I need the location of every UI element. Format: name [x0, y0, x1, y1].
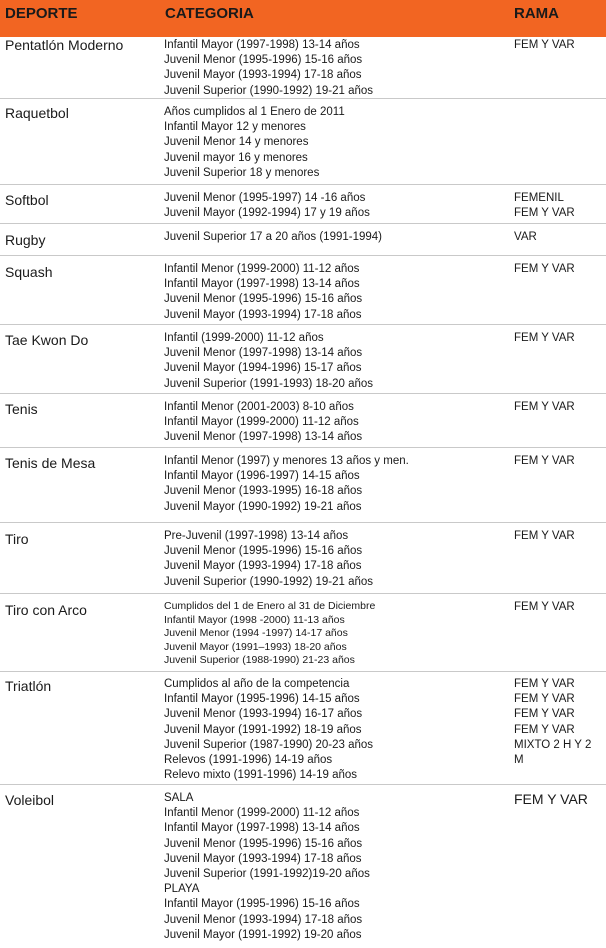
category-line: Juvenil Mayor (1991–1993) 18-20 años: [164, 640, 347, 653]
category-line: Infantil Menor (2001-2003) 8-10 años: [164, 401, 354, 413]
rama-list: [514, 791, 604, 808]
rama-list: [514, 600, 604, 615]
rama-list: [514, 191, 604, 221]
category-line: Juvenil Menor (1993-1994) 16-17 años: [164, 708, 363, 721]
rama-value: FEM Y VAR: [514, 39, 575, 51]
rama-value: FEMENIL: [514, 192, 564, 204]
category-list: [164, 105, 509, 181]
rama-value: FEM Y VAR: [514, 455, 575, 467]
category-list: [164, 529, 509, 590]
rama-value: FEM Y VAR: [514, 791, 588, 807]
table-row: [0, 671, 606, 782]
table-row: [0, 324, 606, 390]
rama-list: [514, 677, 604, 768]
category-list: [164, 331, 509, 392]
category-line: Juvenil Menor (1995-1996) 15-16 años: [164, 293, 363, 306]
header-deporte: DEPORTE: [5, 5, 78, 22]
category-line: Pre-Juvenil (1997-1998) 13-14 años: [164, 530, 349, 542]
table-row: [0, 447, 606, 513]
category-line: Juvenil Superior 17 a 20 años (1991-1994): [164, 231, 383, 243]
rama-list: [514, 262, 604, 277]
category-line: Juvenil mayor 16 y menores: [164, 151, 308, 164]
category-line: Juvenil Superior (1988-1990) 21-23 años: [164, 654, 355, 667]
category-line: Juvenil Menor (1995-1996) 15-16 años: [164, 837, 363, 850]
category-line: SALA: [164, 792, 194, 804]
category-list: [164, 600, 509, 668]
sport-name: Squash: [5, 264, 53, 280]
category-line: Infantil Mayor (1998 -2000) 11-13 años: [164, 613, 345, 626]
category-line: Juvenil Menor (1997-1998) 13-14 años: [164, 431, 363, 444]
sport-name: Pentatlón Moderno: [5, 37, 124, 53]
rama-value: FEM Y VAR: [514, 332, 575, 344]
rama-list: [514, 529, 604, 544]
sport-name: Voleibol: [5, 792, 55, 808]
category-line: Juvenil Mayor (1992-1994) 17 y 19 años: [164, 207, 370, 220]
category-list: [164, 677, 509, 783]
table-row: [0, 255, 606, 321]
rama-value: VAR: [514, 231, 537, 243]
category-line: Juvenil Menor (1993-1995) 16-18 años: [164, 485, 363, 498]
category-line: Juvenil Menor (1995-1996) 15-16 años: [164, 54, 363, 67]
category-list: [164, 230, 509, 245]
category-line: Cumplidos del 1 de Enero al 31 de Diciembre: [164, 600, 376, 612]
table-row: [0, 98, 606, 179]
category-line: Juvenil Mayor (1994-1996) 15-17 años: [164, 362, 362, 375]
sport-name: Rugby: [5, 232, 46, 248]
category-line: Juvenil Mayor (1991-1992) 19-20 años: [164, 928, 362, 941]
rama-value: FEM Y VAR: [514, 401, 575, 413]
rama-list: [514, 400, 604, 415]
table-header: [0, 0, 606, 37]
sport-name: Triatlón: [5, 678, 52, 694]
table-row: [0, 522, 606, 588]
category-list: [164, 262, 509, 323]
rama-value: FEM Y VAR: [514, 530, 575, 542]
category-line: Infantil Mayor (1995-1996) 15-16 años: [164, 898, 360, 911]
category-list: [164, 400, 509, 446]
category-line: Infantil (1999-2000) 11-12 años: [164, 332, 324, 344]
category-line: Infantil Menor (1999-2000) 11-12 años: [164, 807, 360, 820]
category-line: Infantil Menor (1997) y menores 13 años y men.: [164, 455, 409, 467]
category-line: Juvenil Menor (1993-1994) 17-18 años: [164, 913, 363, 926]
category-line: Juvenil Mayor (1990-1992) 19-21 años: [164, 500, 362, 513]
category-line: Juvenil Mayor (1993-1994) 17-18 años: [164, 560, 362, 573]
category-line: Juvenil Menor (1995-1996) 15-16 años: [164, 545, 363, 558]
category-line: Infantil Mayor (1997-1998) 13-14 años: [164, 278, 360, 291]
category-line: Infantil Mayor (1999-2000) 11-12 años: [164, 416, 359, 429]
category-line: PLAYA: [164, 883, 200, 896]
category-line: Juvenil Mayor (1993-1994) 17-18 años: [164, 852, 362, 865]
rama-value: FEM Y VAR: [514, 723, 575, 736]
category-list: [164, 454, 509, 515]
rama-list: [514, 454, 604, 469]
rama-list: [514, 331, 604, 346]
category-line: Juvenil Superior (1990-1992) 19-21 años: [164, 84, 374, 97]
category-line: Juvenil Menor (1994 -1997) 14-17 años: [164, 627, 348, 640]
rama-value: FEM Y VAR: [514, 263, 575, 275]
category-line: Relevos (1991-1996) 14-19 años: [164, 754, 333, 767]
rama-list: [514, 230, 604, 245]
header-categoria: CATEGORIA: [165, 5, 254, 22]
rama-value: FEM Y VAR: [514, 207, 575, 220]
category-list: [164, 191, 509, 221]
table-row: [0, 223, 606, 248]
sport-name: Tiro: [5, 531, 29, 547]
sport-name: Softbol: [5, 192, 49, 208]
category-line: Infantil Menor (1999-2000) 11-12 años: [164, 263, 360, 275]
category-list: [164, 38, 509, 99]
category-line: Cumplidos al año de la competencia: [164, 678, 350, 690]
category-line: Años cumplidos al 1 Enero de 2011: [164, 106, 345, 118]
sport-name: Tenis: [5, 401, 38, 417]
rama-value: FEM Y VAR: [514, 693, 575, 706]
category-line: Juvenil Superior 18 y menores: [164, 166, 320, 179]
table-row: [0, 593, 606, 667]
category-line: Infantil Mayor (1997-1998) 13-14 años: [164, 822, 360, 835]
rama-value: FEM Y VAR: [514, 678, 575, 690]
category-line: Infantil Mayor (1996-1997) 14-15 años: [164, 470, 360, 483]
rama-list: [514, 38, 604, 53]
category-line: Relevo mixto (1991-1996) 14-19 años: [164, 769, 358, 782]
category-line: Juvenil Mayor (1993-1994) 17-18 años: [164, 308, 362, 321]
category-line: Juvenil Superior (1991-1992)19-20 años: [164, 868, 370, 881]
category-line: Juvenil Mayor (1993-1994) 17-18 años: [164, 69, 362, 82]
rama-value: FEM Y VAR: [514, 601, 575, 613]
header-rama: RAMA: [514, 5, 559, 22]
category-line: Infantil Mayor 12 y menores: [164, 121, 306, 134]
table-row: [0, 393, 606, 444]
category-line: Infantil Mayor (1995-1996) 14-15 años: [164, 693, 360, 706]
table-row: [0, 784, 606, 941]
sport-name: Raquetbol: [5, 105, 69, 121]
category-line: Juvenil Superior (1990-1992) 19-21 años: [164, 575, 374, 588]
rama-value: FEM Y VAR: [514, 708, 575, 721]
category-line: Juvenil Superior (1987-1990) 20-23 años: [164, 738, 374, 751]
sport-name: Tenis de Mesa: [5, 455, 96, 471]
rama-value: MIXTO 2 H Y 2 M: [514, 738, 592, 767]
category-line: Infantil Mayor (1997-1998) 13-14 años: [164, 39, 360, 51]
category-line: Juvenil Menor (1995-1997) 14 -16 años: [164, 192, 366, 204]
category-line: Juvenil Superior (1991-1993) 18-20 años: [164, 377, 374, 390]
category-list: [164, 791, 509, 943]
sport-name: Tiro con Arco: [5, 602, 87, 618]
table-row: [0, 184, 606, 220]
sport-name: Tae Kwon Do: [5, 332, 89, 348]
category-line: Juvenil Menor 14 y menores: [164, 136, 309, 149]
category-line: Juvenil Menor (1997-1998) 13-14 años: [164, 347, 363, 360]
category-line: Juvenil Mayor (1991-1992) 18-19 años: [164, 723, 362, 736]
